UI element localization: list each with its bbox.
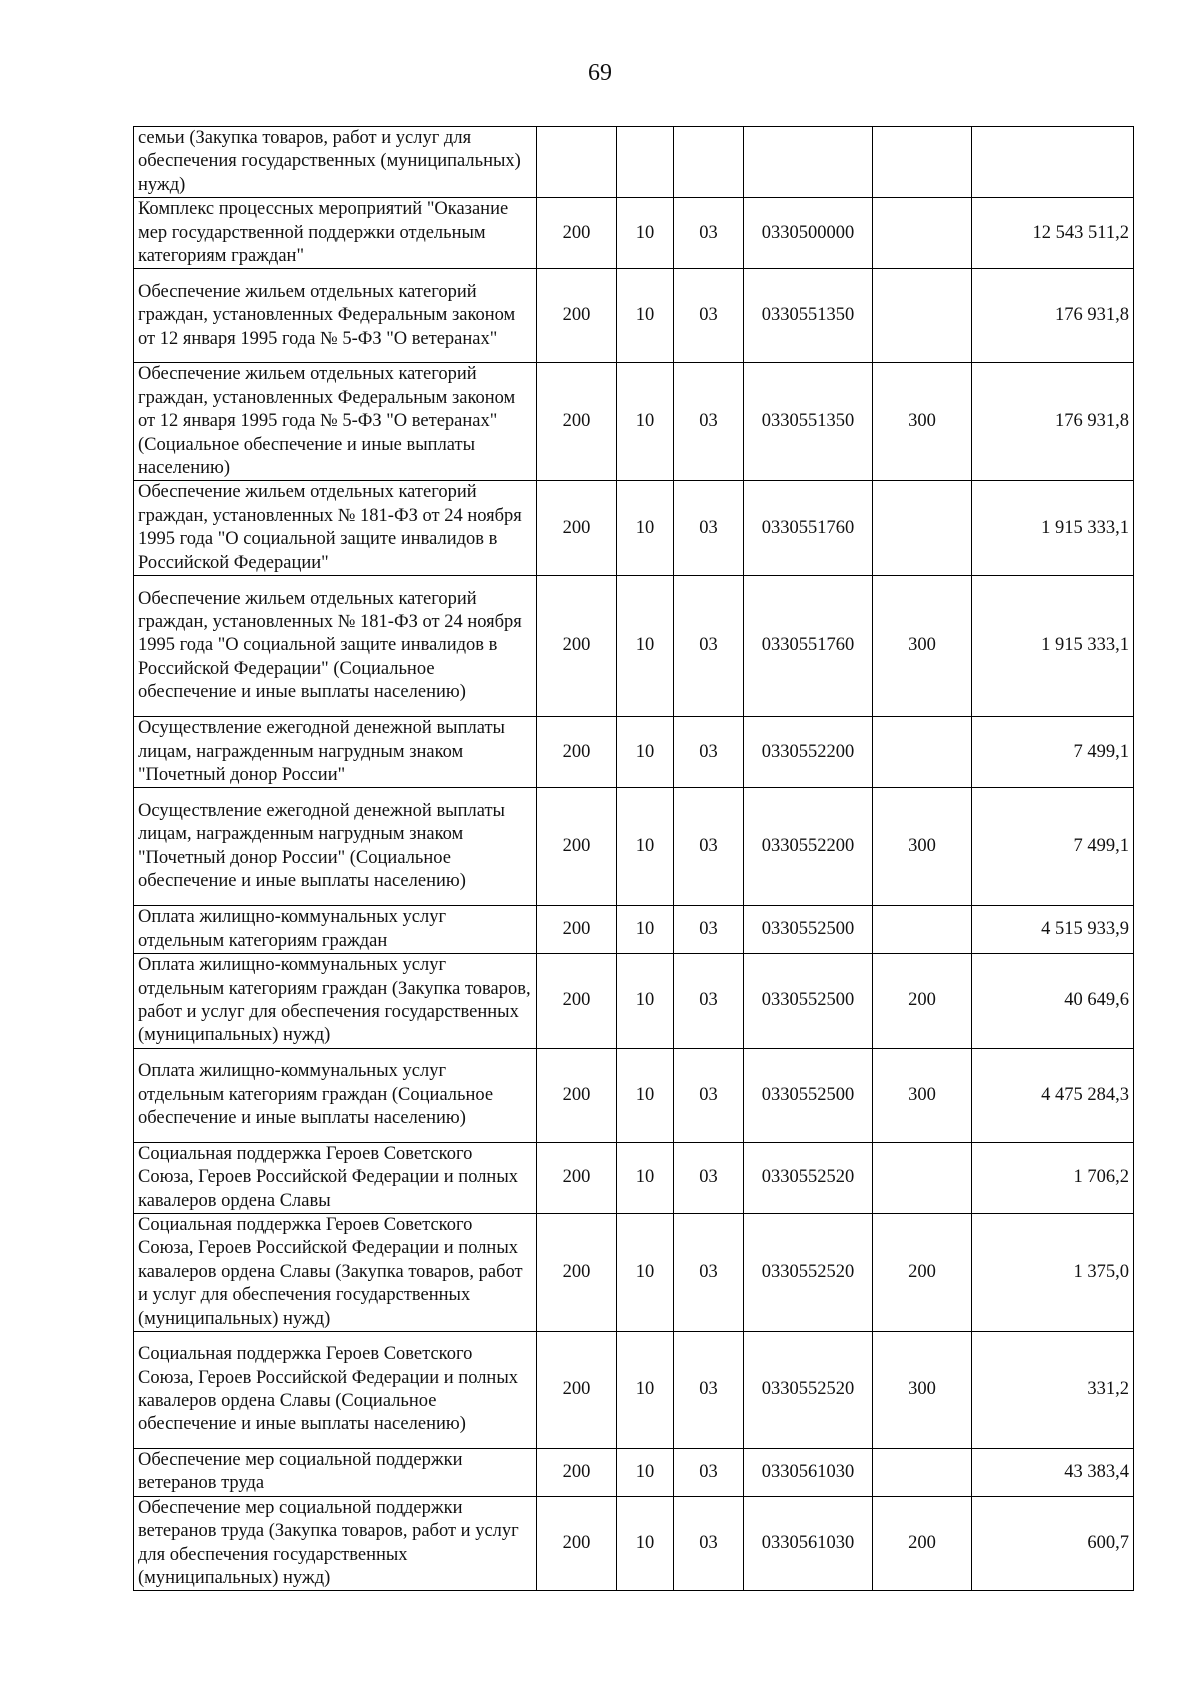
row-rz: 10 (617, 576, 674, 717)
row-ved: 200 (537, 717, 617, 788)
row-pr: 03 (674, 1449, 744, 1497)
row-sum: 4 475 284,3 (972, 1048, 1134, 1142)
row-ved: 200 (537, 1213, 617, 1331)
row-rz: 10 (617, 1449, 674, 1497)
row-csr: 0330561030 (744, 1496, 873, 1591)
row-vr: 300 (873, 788, 972, 906)
row-vr (873, 127, 972, 198)
row-rz: 10 (617, 1213, 674, 1331)
row-pr: 03 (674, 269, 744, 363)
row-vr: 300 (873, 1048, 972, 1142)
page-number: 69 (588, 60, 612, 86)
row-name: семьи (Закупка товаров, работ и услуг для обеспечения государственных (муниципальных) нужд) (134, 127, 537, 198)
row-csr: 0330552200 (744, 788, 873, 906)
row-rz (617, 127, 674, 198)
row-rz: 10 (617, 481, 674, 576)
table-row (134, 906, 1134, 954)
row-name: Социальная поддержка Героев Советского Союза, Героев Российской Федерации и полных кавалеров ордена Славы (134, 1142, 537, 1213)
row-name: Оплата жилищно-коммунальных услуг отдельным категориям граждан (134, 906, 537, 954)
table-row (134, 127, 1134, 198)
row-ved: 200 (537, 269, 617, 363)
row-csr: 0330552500 (744, 1048, 873, 1142)
row-ved: 200 (537, 954, 617, 1049)
row-csr: 0330552500 (744, 954, 873, 1049)
row-vr: 300 (873, 363, 972, 481)
row-csr: 0330561030 (744, 1449, 873, 1497)
budget-table (133, 126, 1134, 1591)
row-name: Обеспечение жильем отдельных категорий граждан, установленных Федеральным законом от 12 января 1995 года № 5-ФЗ "О ветеранах" (Социальное обеспечение и иные выплаты населению) (134, 363, 537, 481)
row-csr: 0330552520 (744, 1142, 873, 1213)
row-name: Оплата жилищно-коммунальных услуг отдельным категориям граждан (Закупка товаров, работ и услуг для обеспечения государственных (муниципальных) нужд) (134, 954, 537, 1049)
table-row (134, 363, 1134, 481)
row-sum: 1 915 333,1 (972, 576, 1134, 717)
row-pr: 03 (674, 576, 744, 717)
row-vr (873, 906, 972, 954)
row-vr: 200 (873, 954, 972, 1049)
row-pr: 03 (674, 1142, 744, 1213)
row-vr: 200 (873, 1496, 972, 1591)
row-sum: 1 915 333,1 (972, 481, 1134, 576)
row-ved: 200 (537, 1142, 617, 1213)
table-row (134, 954, 1134, 1049)
row-rz: 10 (617, 717, 674, 788)
row-ved: 200 (537, 1496, 617, 1591)
row-name: Обеспечение жильем отдельных категорий граждан, установленных Федеральным законом от 12 января 1995 года № 5-ФЗ "О ветеранах" (134, 269, 537, 363)
row-pr: 03 (674, 788, 744, 906)
row-pr: 03 (674, 717, 744, 788)
row-pr: 03 (674, 1496, 744, 1591)
row-name: Осуществление ежегодной денежной выплаты лицам, награжденным нагрудным знаком "Почетный донор России" (134, 717, 537, 788)
row-ved: 200 (537, 481, 617, 576)
row-ved: 200 (537, 363, 617, 481)
row-sum: 43 383,4 (972, 1449, 1134, 1497)
row-rz: 10 (617, 954, 674, 1049)
table-row (134, 269, 1134, 363)
row-name: Обеспечение жильем отдельных категорий граждан, установленных № 181-ФЗ от 24 ноября 1995 года "О социальной защите инвалидов в Российской Федерации" (Социальное обеспечение и иные выплаты населению) (134, 576, 537, 717)
row-pr: 03 (674, 198, 744, 269)
row-vr (873, 1142, 972, 1213)
table-row (134, 1213, 1134, 1331)
row-csr: 0330552500 (744, 906, 873, 954)
row-pr: 03 (674, 1332, 744, 1449)
row-name: Социальная поддержка Героев Советского Союза, Героев Российской Федерации и полных кавалеров ордена Славы (Социальное обеспечение и иные выплаты населению) (134, 1332, 537, 1449)
row-vr: 300 (873, 576, 972, 717)
row-rz: 10 (617, 269, 674, 363)
row-rz: 10 (617, 1142, 674, 1213)
row-sum: 7 499,1 (972, 717, 1134, 788)
row-vr (873, 198, 972, 269)
row-csr: 0330500000 (744, 198, 873, 269)
row-ved: 200 (537, 788, 617, 906)
row-vr (873, 1449, 972, 1497)
row-csr: 0330552520 (744, 1332, 873, 1449)
row-sum: 600,7 (972, 1496, 1134, 1591)
row-csr: 0330551350 (744, 363, 873, 481)
row-name: Обеспечение мер социальной поддержки ветеранов труда (134, 1449, 537, 1497)
row-ved: 200 (537, 1449, 617, 1497)
row-name: Осуществление ежегодной денежной выплаты лицам, награжденным нагрудным знаком "Почетный донор России" (Социальное обеспечение и иные выплаты населению) (134, 788, 537, 906)
row-rz: 10 (617, 1048, 674, 1142)
row-rz: 10 (617, 198, 674, 269)
row-vr: 200 (873, 1213, 972, 1331)
row-sum: 40 649,6 (972, 954, 1134, 1049)
table-row (134, 576, 1134, 717)
row-csr: 0330551760 (744, 576, 873, 717)
row-vr: 300 (873, 1332, 972, 1449)
row-name: Комплекс процессных мероприятий "Оказание мер государственной поддержки отдельным категориям граждан" (134, 198, 537, 269)
table-row (134, 1048, 1134, 1142)
row-vr (873, 717, 972, 788)
row-name: Обеспечение жильем отдельных категорий граждан, установленных № 181-ФЗ от 24 ноября 1995 года "О социальной защите инвалидов в Российской Федерации" (134, 481, 537, 576)
row-vr (873, 269, 972, 363)
row-vr (873, 481, 972, 576)
row-rz: 10 (617, 788, 674, 906)
row-csr: 0330551760 (744, 481, 873, 576)
row-sum: 1 375,0 (972, 1213, 1134, 1331)
row-ved: 200 (537, 1332, 617, 1449)
row-pr: 03 (674, 481, 744, 576)
row-sum: 176 931,8 (972, 269, 1134, 363)
row-ved: 200 (537, 906, 617, 954)
row-name: Оплата жилищно-коммунальных услуг отдельным категориям граждан (Социальное обеспечение и иные выплаты населению) (134, 1048, 537, 1142)
row-ved (537, 127, 617, 198)
row-rz: 10 (617, 1496, 674, 1591)
table-row (134, 788, 1134, 906)
table-row (134, 1449, 1134, 1497)
table-row (134, 1332, 1134, 1449)
row-rz: 10 (617, 363, 674, 481)
row-sum (972, 127, 1134, 198)
row-pr: 03 (674, 906, 744, 954)
table-row (134, 198, 1134, 269)
row-pr (674, 127, 744, 198)
row-ved: 200 (537, 198, 617, 269)
table-row (134, 1496, 1134, 1591)
row-pr: 03 (674, 363, 744, 481)
row-sum: 12 543 511,2 (972, 198, 1134, 269)
table-row (134, 717, 1134, 788)
row-pr: 03 (674, 1213, 744, 1331)
row-name: Социальная поддержка Героев Советского Союза, Героев Российской Федерации и полных кавалеров ордена Славы (Закупка товаров, работ и услуг для обеспечения государственных (муниципальных) нужд) (134, 1213, 537, 1331)
row-rz: 10 (617, 1332, 674, 1449)
row-sum: 176 931,8 (972, 363, 1134, 481)
row-csr: 0330552520 (744, 1213, 873, 1331)
row-ved: 200 (537, 1048, 617, 1142)
row-csr (744, 127, 873, 198)
row-sum: 7 499,1 (972, 788, 1134, 906)
row-sum: 331,2 (972, 1332, 1134, 1449)
row-name: Обеспечение мер социальной поддержки ветеранов труда (Закупка товаров, работ и услуг для обеспечения государственных (муниципальных) нужд) (134, 1496, 537, 1591)
row-rz: 10 (617, 906, 674, 954)
row-ved: 200 (537, 576, 617, 717)
table-row (134, 1142, 1134, 1213)
row-sum: 1 706,2 (972, 1142, 1134, 1213)
row-pr: 03 (674, 1048, 744, 1142)
row-csr: 0330551350 (744, 269, 873, 363)
row-csr: 0330552200 (744, 717, 873, 788)
row-pr: 03 (674, 954, 744, 1049)
row-sum: 4 515 933,9 (972, 906, 1134, 954)
table-row (134, 481, 1134, 576)
